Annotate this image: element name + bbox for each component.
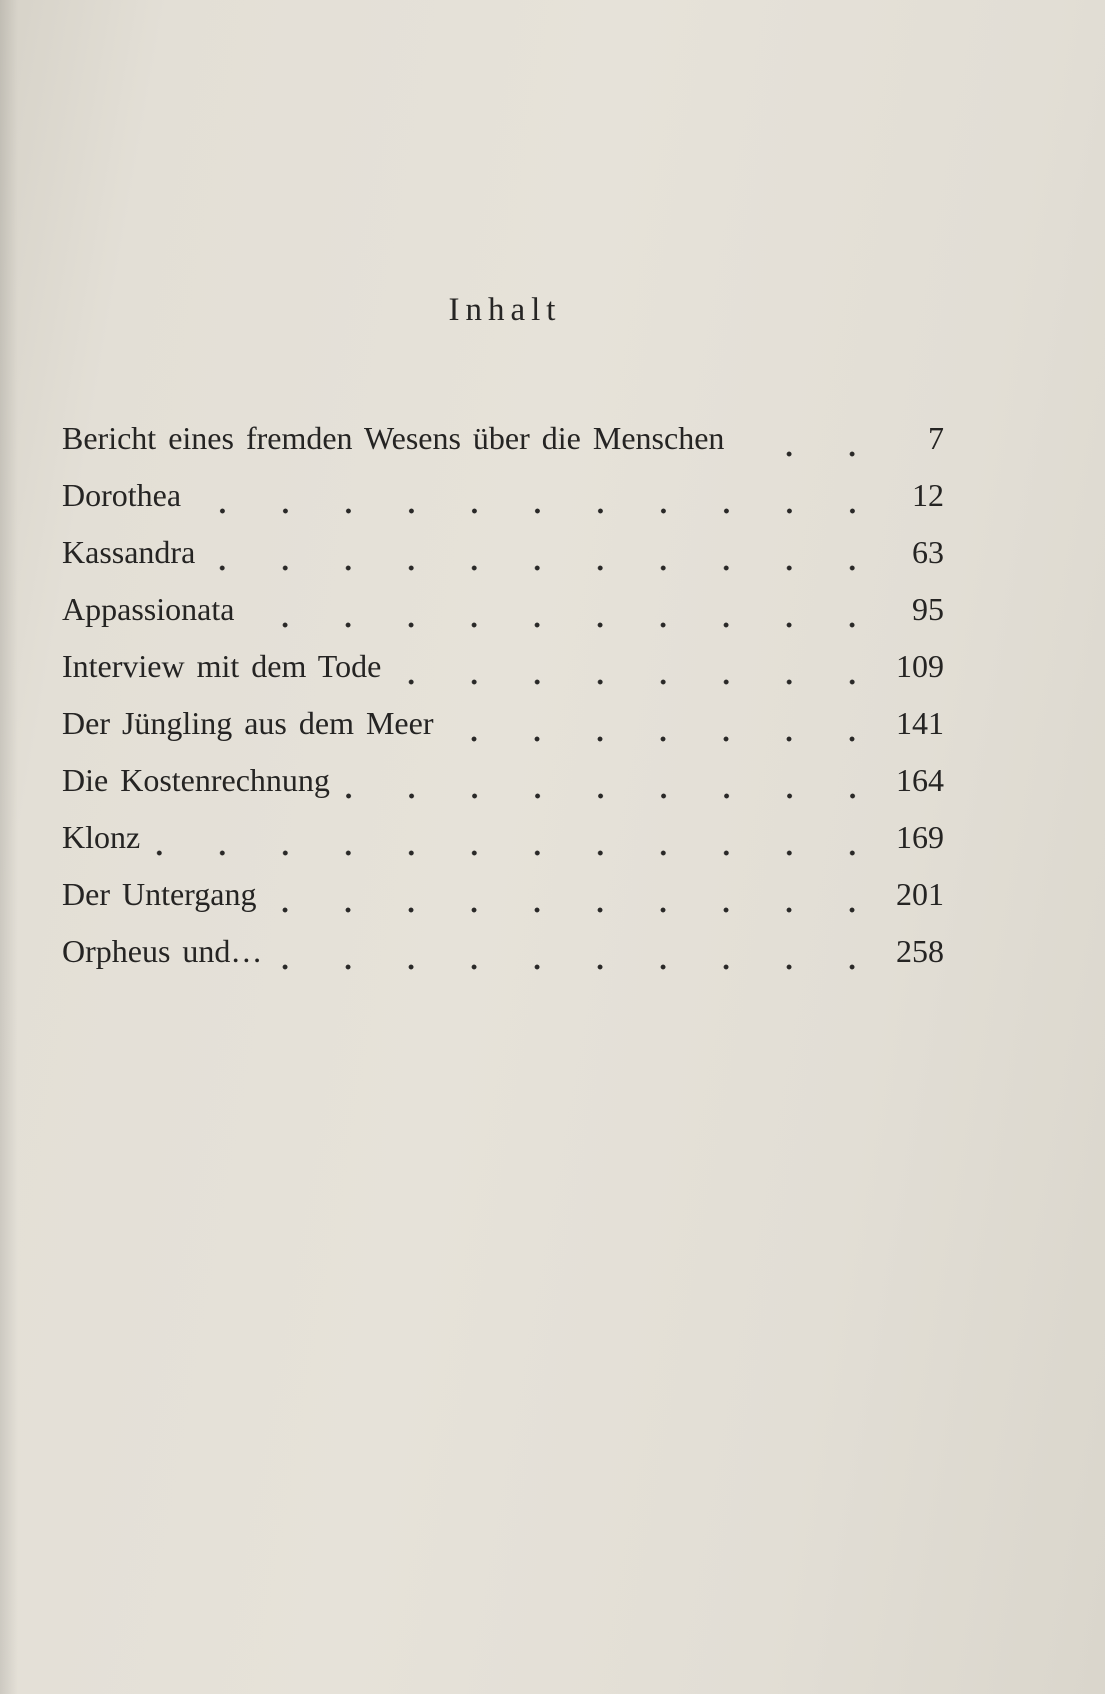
toc-entry-page: 164	[896, 762, 944, 798]
toc-entry-page: 63	[912, 534, 944, 570]
dot-leader	[344, 790, 884, 802]
dot-leader	[447, 733, 884, 745]
toc-entry-title: Bericht eines fremden Wesens über die Menschen	[62, 420, 725, 456]
toc-entry-page: 141	[896, 705, 944, 741]
toc-heading: Inhalt	[448, 292, 562, 328]
toc-entry-page: 95	[912, 591, 944, 627]
toc-entry-page: 258	[896, 933, 944, 969]
toc-entry-page: 12	[912, 477, 944, 513]
toc-entry-page: 201	[896, 876, 944, 912]
dot-leader	[276, 961, 884, 973]
toc-entry-title: Orpheus und…	[62, 933, 263, 969]
toc-entry	[62, 933, 944, 983]
toc-entry	[62, 648, 944, 698]
toc-entry-page: 7	[928, 420, 944, 456]
toc-entry-title: Kassandra	[62, 534, 196, 570]
toc-entry-title: Appassionata	[62, 591, 235, 627]
toc-entry	[62, 705, 944, 755]
toc-entry	[62, 477, 944, 527]
toc-entry	[62, 876, 944, 926]
toc-entry	[62, 591, 944, 641]
dot-leader	[154, 847, 884, 859]
dot-leader	[738, 448, 884, 460]
spine-shadow	[0, 0, 18, 1694]
toc-entry-title: Der Untergang	[62, 876, 257, 912]
toc-entry-title: Interview mit dem Tode	[62, 648, 382, 684]
dot-leader	[209, 562, 884, 574]
toc-entry-page: 109	[896, 648, 944, 684]
toc-entry	[62, 762, 944, 812]
dot-leader	[395, 676, 884, 688]
toc-entry-title: Klonz	[62, 819, 141, 855]
dot-leader	[270, 904, 884, 916]
dot-leader	[195, 505, 884, 517]
toc-entry	[62, 420, 944, 470]
toc-entry-title: Der Jüngling aus dem Meer	[62, 705, 434, 741]
toc-entry	[62, 819, 944, 869]
dot-leader	[248, 619, 884, 631]
toc-entry-page: 169	[896, 819, 944, 855]
toc-entry-title: Dorothea	[62, 477, 182, 513]
toc-entry-title: Die Kostenrechnung	[62, 762, 330, 798]
toc-entry	[62, 534, 944, 584]
